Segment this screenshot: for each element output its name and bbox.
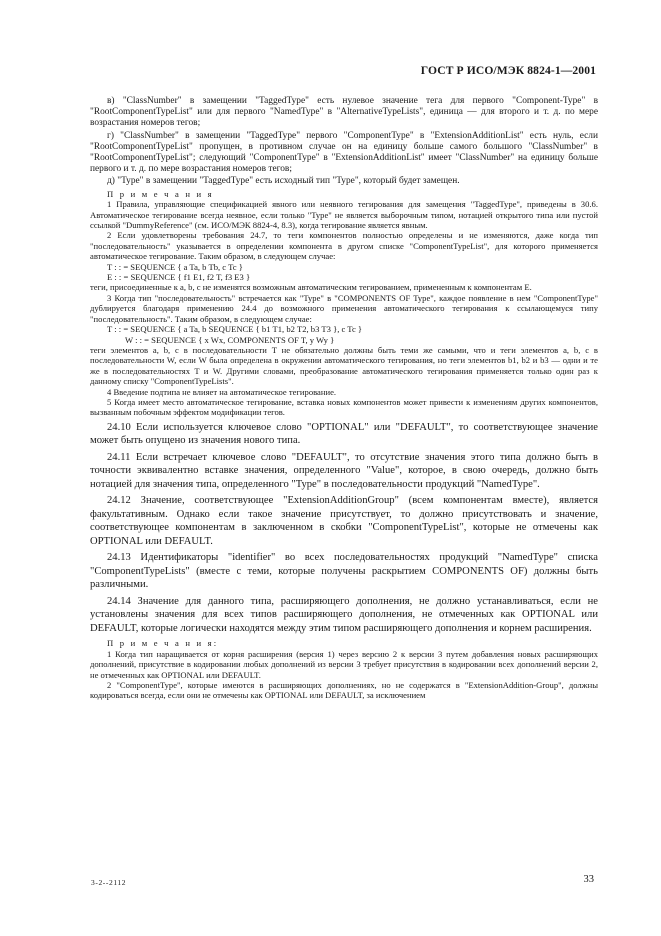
code-line-t: T : : = SEQUENCE { a Ta, b Tb, c Tc }: [107, 261, 243, 272]
clause-24-13: 24.13 Идентификаторы "identifier" во всех последовательностях продукций "NamedType" списка "ComponentTypeLists" (вместе с теми, которые получены раскрытием COMPONENTS OF) должны быть различными.: [90, 552, 598, 591]
paragraph-item-g: г) "ClassNumber" в замещении "TaggedType" первого "ComponentType" в "ExtensionAdditionList" есть нуль, если "RootComponentTypeList" пропущен, в противном случае он на единицу больше самого большого "ClassNumber" в "RootComponentTypeList"; следующий "ComponentType" в "ExtensionAdditionList" имеет "ClassNumber" на единицу больше первого и т. д. по мере возрастания номеров тегов;: [90, 130, 598, 175]
note-1-3-continuation: теги элементов a, b, c в последовательности T не обязательно должны быть теми же самыми, что и теги элементов a, b, c в последовательности W, если W была определена в окружении автоматического тегирования, но теги элементов b1, b2 и b3 — одни и те же в последовательностях T и W. Другими словами, преобразование автоматического тегирования применяется только один раз к данному списку "ComponentTypeLists".: [90, 344, 598, 387]
note-1-2: 2 Если удовлетворены требования 24.7, то теги компонентов полностью определены и не изменяются, даже когда тип "последовательность" указывается в определении компонента в другом списке "ComponentTypeList", для которого применяется автоматическое тегирование. Таким образом, в следующем случае:: [90, 230, 598, 262]
note-1-1: 1 Правила, управляющие спецификацией явного или неявного тегирования для замещения "TaggedType", приведены в 30.6. Автоматическое тегирование всегда неявное, если только "Type" не является выборочным типом, нотацией открытого типа или пустой ссылкой "DummyReference" (см. ИСО/МЭК 8824-4, 8.3), когда тегирование является явным.: [90, 199, 598, 231]
page-number: 33: [583, 874, 594, 885]
note-2-2: 2 "ComponentType", которые имеются в расширяющих дополнениях, но не содержатся в "ExtensionAddition-Group", должны кодироваться всегда, если они не отмечены как OPTIONAL или DEFAULT, за исключением: [90, 680, 598, 701]
page-header-standard-title: ГОСТ Р ИСО/МЭК 8824-1—2001: [420, 64, 596, 77]
note-1-4: 4 Введение подтипа не влияет на автоматическое тегирование.: [107, 386, 337, 397]
notes-heading-2: П р и м е ч а н и я:: [107, 638, 219, 649]
paragraph-item-d: д) "Type" в замещении "TaggedType" есть исходный тип "Type", который будет замещен.: [107, 176, 460, 187]
note-2-1: 1 Когда тип наращивается от корня расширения (версия 1) через версию 2 к версии 3 путем добавления новых расширяющих дополнений, присутствие в кодировании любых дополнений из версии 3 требует присутствия в кодировании всех дополнений версии 2, не отмеченных как OPTIONAL или DEFAULT.: [90, 648, 598, 680]
clause-24-11: 24.11 Если встречает ключевое слово "DEFAULT", то отсутствие значения этого типа должно быть в точности эквивалентно вставке значения, определенного "Value", которое, в свою очередь, должно быть нотацией для значения типа, определенного "Type" в последовательности продукций "NamedType".: [90, 451, 598, 490]
clause-24-12: 24.12 Значение, соответствующее "ExtensionAdditionGroup" (всем компонентам вместе), является факультативным. Однако если такое значение присутствует, то должно присутствовать и значение, соответствующее компонентам в заключенном в скобки "ComponentTypeList", которые не отмечены как OPTIONAL или DEFAULT.: [90, 495, 598, 547]
clause-24-14: 24.14 Значение для данного типа, расширяющего дополнения, не должно устанавливаться, если не установлены значения для всех типов расширяющего дополнения, не отмеченных как OPTIONAL или DEFAULT, которые логически находятся между этим типом расширяющего дополнения и корнем расширения.: [90, 595, 598, 634]
print-code: 3-2--2112: [91, 878, 127, 887]
notes-heading-1: П р и м е ч а н и я: [107, 188, 214, 199]
code-line-w: W : : = SEQUENCE { x Wx, COMPONENTS OF T, y Wy }: [125, 334, 335, 345]
code-line-e: E : : = SEQUENCE { f1 E1, f2 T, f3 E3 }: [107, 272, 251, 283]
code-line-t2: T : : = SEQUENCE { a Ta, b SEQUENCE { b1 T1, b2 T2, b3 T3 }, c Tc }: [107, 324, 363, 335]
paragraph-item-v: в) "ClassNumber" в замещении "TaggedType" есть нулевое значение тега для первого "Component-Type" в "RootComponentTypeList" или для первого "NamedType" в "AlternativeTypeLists", единица — для второго и т. д. по мере возрастания номеров тегов;: [90, 96, 598, 129]
page-body: [90, 96, 598, 701]
note-1-2-continuation: теги, присоединенные к a, b, c не изменятся возможным автоматическим тегированием, примененным к компонентам E.: [90, 282, 532, 293]
note-1-3: 3 Когда тип "последовательность" встречается как "Type" в "COMPONENTS OF Type", каждое появление в нем "ComponentType" дублируется благодаря применению 24.4 до возможного применения автоматического тегирования к ссылающемуся типу "последовательность". Таким образом, в следующем случае:: [90, 292, 598, 324]
clause-24-10: 24.10 Если используется ключевое слово "OPTIONAL" или "DEFAULT", то соответствующее значение может быть опущено из значения нового типа.: [90, 421, 598, 447]
note-1-5: 5 Когда имеет место автоматическое тегирование, вставка новых компонентов может привести к изменениям других компонентов, вызванным побочным эффектом модификации тегов.: [90, 396, 598, 418]
